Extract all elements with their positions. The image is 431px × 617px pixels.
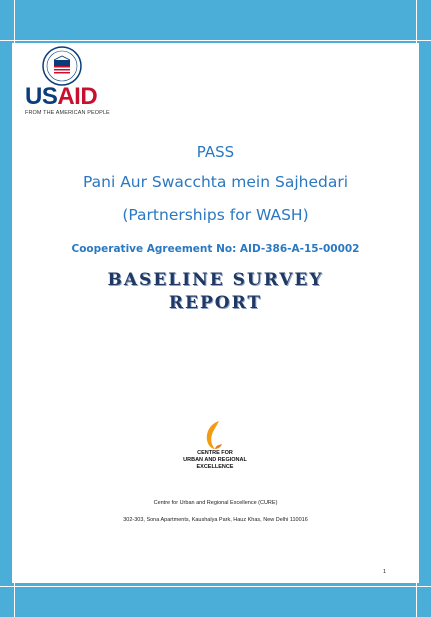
usaid-seal-icon	[42, 46, 82, 86]
usaid-wordmark	[25, 85, 97, 109]
right-rule-line	[416, 0, 417, 617]
left-border-band	[0, 43, 12, 583]
organization-address: 302-303, Sona Apartments, Kaushalya Park, Hauz Khas, New Delhi 110016	[123, 517, 308, 523]
usaid-us: US	[25, 83, 58, 110]
top-border-band	[0, 0, 431, 43]
project-hindi-name: Pani Aur Swacchta mein Sajhedari	[82, 173, 349, 191]
report-title-line1: BASELINE SURVEY	[107, 270, 324, 290]
bottom-rule-line	[0, 586, 431, 587]
report-title-line2: REPORT	[168, 293, 263, 313]
right-border-band	[419, 43, 431, 583]
project-english-name: (Partnerships for WASH)	[122, 206, 309, 224]
usaid-aid: AID	[57, 83, 98, 110]
project-acronym: PASS	[196, 143, 235, 161]
cooperative-agreement: Cooperative Agreement No: AID-386-A-15-00002	[71, 243, 360, 255]
usaid-tagline: FROM THE AMERICAN PEOPLE	[25, 110, 110, 116]
cure-name-line2: URBAN AND REGIONAL	[183, 457, 247, 463]
cure-name-line3: EXCELLENCE	[196, 464, 234, 470]
bottom-border-band	[0, 583, 431, 617]
organization-name: Centre for Urban and Regional Excellence (CURE)	[153, 500, 278, 506]
top-rule-line	[0, 40, 431, 41]
page-number: 1	[383, 569, 387, 575]
cure-name-line1: CENTRE FOR	[197, 450, 233, 456]
